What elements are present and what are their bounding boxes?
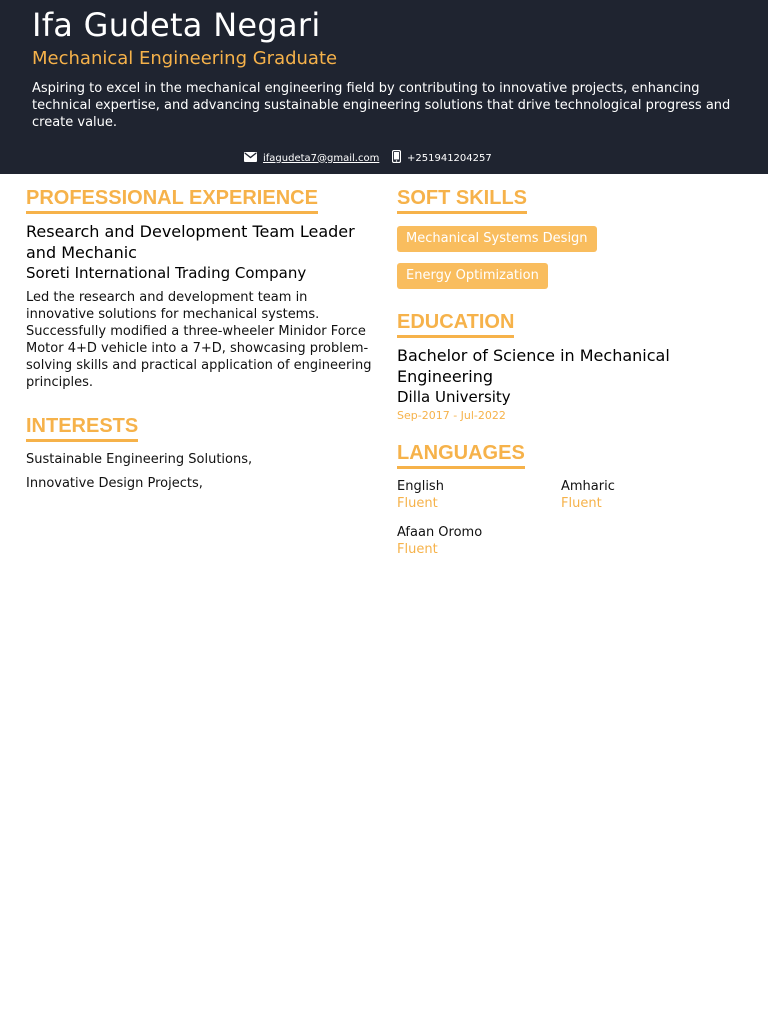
- contact-email: [244, 150, 379, 166]
- skill-tag: Mechanical Systems Design: [397, 226, 597, 252]
- experience-heading: PROFESSIONAL EXPERIENCE: [26, 186, 318, 214]
- language-name: Afaan Oromo: [397, 525, 483, 540]
- languages-heading: LANGUAGES: [397, 441, 525, 469]
- education-dates: Sep-2017 - Jul-2022: [397, 409, 506, 422]
- interest-item: Innovative Design Projects,: [26, 476, 203, 491]
- email-link[interactable]: ifagudeta7@gmail.com: [263, 152, 380, 164]
- profile-summary: Aspiring to excel in the mechanical engineering field by contributing to innovative projects, enhancing technical expertise, and advancing sustainable engineering solutions that drive technological progress and create value.: [32, 81, 731, 130]
- interest-item: Sustainable Engineering Solutions,: [26, 452, 253, 467]
- language-item: [397, 524, 557, 558]
- soft-skills-heading: SOFT SKILLS: [397, 186, 527, 214]
- skills-list: [397, 226, 742, 289]
- phone-number: +251941204257: [407, 152, 492, 164]
- job-company: Soreti International Trading Company: [26, 264, 307, 282]
- language-item: [561, 478, 721, 512]
- job-description: Led the research and development team in innovative solutions for mechanical systems. Successfully modified a three-wheeler Minidor Force Motor 4+D vehicle into a 7+D, showcasing problem-solving skills and practical application of engineering principles.: [26, 290, 372, 390]
- language-level: Fluent: [397, 542, 438, 557]
- candidate-role: Mechanical Engineering Graduate: [32, 48, 338, 69]
- education-entry: [397, 345, 742, 423]
- job-entry: [26, 221, 376, 391]
- contact-phone: [392, 150, 492, 166]
- job-title: Research and Development Team Leader and Mechanic: [26, 222, 355, 262]
- language-name: Amharic: [561, 479, 615, 494]
- mobile-phone-icon: [392, 150, 401, 166]
- left-column: [26, 186, 376, 492]
- languages-list: [397, 478, 742, 564]
- interests-heading: INTERESTS: [26, 414, 138, 442]
- envelope-icon: [244, 152, 257, 165]
- language-level: Fluent: [397, 496, 438, 511]
- language-item: [397, 478, 557, 512]
- skill-tag: Energy Optimization: [397, 263, 548, 289]
- resume-header: [0, 0, 768, 174]
- school-name: Dilla University: [397, 388, 511, 406]
- language-name: English: [397, 479, 444, 494]
- right-column: [397, 186, 742, 564]
- education-heading: EDUCATION: [397, 310, 514, 338]
- language-level: Fluent: [561, 496, 602, 511]
- candidate-name: Ifa Gudeta Negari: [32, 6, 321, 44]
- degree-title: Bachelor of Science in Mechanical Engineering: [397, 346, 670, 386]
